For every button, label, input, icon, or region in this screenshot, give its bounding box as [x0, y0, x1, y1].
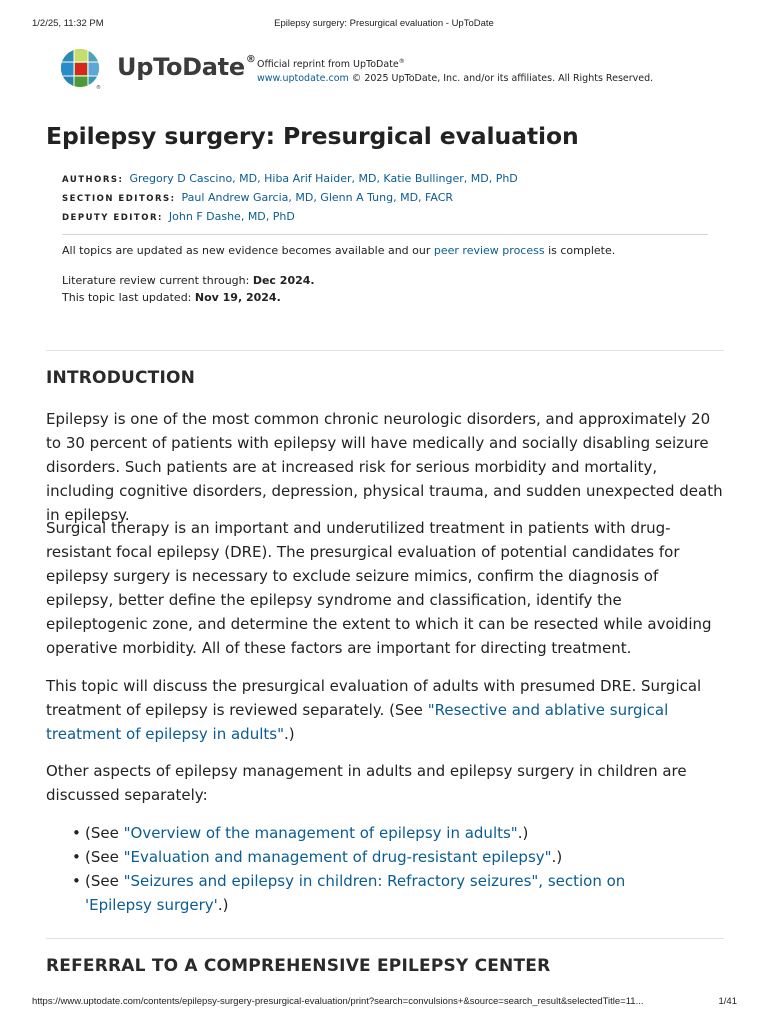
copyright-text: © 2025 UpToDate, Inc. and/or its affiliates. All Rights Reserved.: [348, 73, 654, 85]
deputy-editor-row: [62, 208, 518, 227]
section-editors-row: [62, 189, 518, 208]
last-updated-date: This topic last updated: Nov 19, 2024.: [62, 291, 281, 304]
section-divider: [46, 938, 724, 939]
credits-divider: [62, 234, 708, 235]
print-url: https://www.uptodate.com/contents/epilepsy-surgery-presurgical-evaluation/print?search=convulsions+&source=search_result&selectedTitle=11...: [32, 996, 644, 1007]
authors-link[interactable]: Gregory D Cascino, MD, Hiba Arif Haider, MD, Katie Bullinger, MD, PhD: [129, 172, 518, 185]
drug-resistant-epilepsy-link[interactable]: "Evaluation and management of drug-resistant epilepsy": [123, 848, 552, 866]
list-item: • (See "Overview of the management of epilepsy in adults".): [72, 821, 692, 845]
overview-management-link[interactable]: "Overview of the management of epilepsy in adults": [123, 824, 518, 842]
section-editors-label: SECTION EDITORS:: [62, 194, 176, 204]
authors-label: AUTHORS:: [62, 175, 124, 185]
related-topics-list: [72, 821, 692, 917]
page-number: 1/41: [718, 996, 737, 1007]
reprint-notice: Official reprint from UpToDate® www.uptodate.com © 2025 UpToDate, Inc. and/or its affiliates. All Rights Reserved.: [257, 58, 654, 85]
uptodate-wordmark: UpToDate®: [117, 53, 256, 81]
intro-paragraph-2: Surgical therapy is an important and underutilized treatment in patients with drug-resistant focal epilepsy (DRE). The presurgical evaluation of potential candidates for epilepsy surgery is necessary to exclude seizure mimics, confirm the diagnosis of epilepsy, better define the epilepsy syndrome and classification, identify the epileptogenic zone, and determine the extent to which it can be resected while avoiding operative morbidity. All of these factors are important for directing treatment.: [46, 519, 712, 657]
uptodate-site-link[interactable]: www.uptodate.com: [257, 73, 349, 85]
intro-paragraph-3: This topic will discuss the presurgical evaluation of adults with presumed DRE. Surgical treatment of epilepsy is reviewed separately. (See "Resective and ablative surgical treatment of epilepsy in adults".): [46, 677, 702, 743]
page-title: Epilepsy surgery: Presurgical evaluation: [46, 122, 579, 150]
section-editors-link[interactable]: Paul Andrew Garcia, MD, Glenn A Tung, MD, FACR: [181, 191, 454, 204]
authors-row: [62, 170, 518, 189]
list-item: • (See "Seizures and epilepsy in children: Refractory seizures", section on 'Epilepsy surgery'.): [72, 869, 692, 917]
refractory-seizures-children-link[interactable]: "Seizures and epilepsy in children: Refractory seizures", section on 'Epilepsy surgery': [85, 872, 626, 914]
intro-paragraph-4: Other aspects of epilepsy management in adults and epilepsy surgery in children are discussed separately:: [46, 762, 687, 804]
resective-surgery-link[interactable]: "Resective and ablative surgical treatment of epilepsy in adults": [46, 701, 669, 743]
svg-text:®: ®: [96, 85, 101, 90]
literature-review-date: Literature review current through: Dec 2024.: [62, 274, 315, 287]
review-dates: [62, 272, 315, 306]
section-divider: [46, 350, 724, 351]
uptodate-logo-icon: [60, 48, 102, 90]
peer-review-link[interactable]: peer review process: [433, 244, 545, 257]
list-item: • (See "Evaluation and management of drug-resistant epilepsy".): [72, 845, 692, 869]
reprint-line: Official reprint from UpToDate: [257, 59, 399, 71]
print-header: [0, 18, 768, 30]
deputy-editor-label: DEPUTY EDITOR:: [62, 213, 163, 223]
update-notice: All topics are updated as new evidence becomes available and our peer review process is complete.: [62, 244, 616, 257]
introduction-heading: INTRODUCTION: [46, 368, 196, 388]
intro-paragraph-1: Epilepsy is one of the most common chronic neurologic disorders, and approximately 20 to 30 percent of patients with epilepsy will have medically and socially disabling seizure disorders. Such patients are at increased risk for serious morbidity and mortality, including cognitive disorders, depression, physical trauma, and sudden unexpected death in epilepsy.: [46, 410, 723, 524]
print-page-title: Epilepsy surgery: Presurgical evaluation - UpToDate: [274, 18, 494, 29]
article-credits: [62, 170, 518, 227]
print-datetime: 1/2/25, 11:32 PM: [32, 18, 104, 29]
deputy-editor-link[interactable]: John F Dashe, MD, PhD: [168, 210, 295, 223]
referral-heading: REFERRAL TO A COMPREHENSIVE EPILEPSY CENTER: [46, 956, 551, 976]
brand-header: [60, 48, 720, 92]
